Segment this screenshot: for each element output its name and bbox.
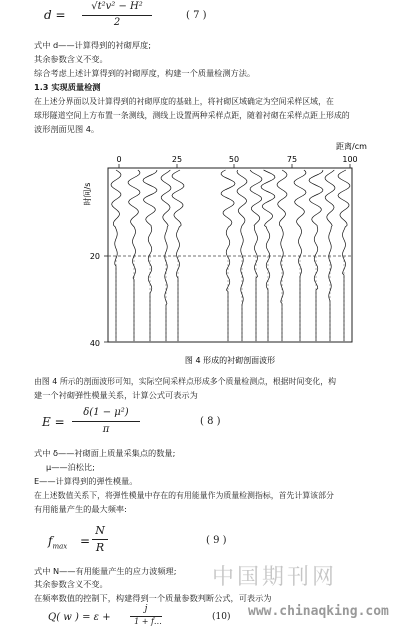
- waveform-trace: [277, 170, 287, 341]
- figure-4-waveform: [0, 136, 408, 368]
- eq8-variable-e: E——计算得到的弹性模量。: [34, 476, 138, 486]
- waveform-trace: [309, 170, 323, 341]
- eq7-number: ( 7 ): [186, 10, 207, 21]
- y-ticks: [104, 256, 108, 342]
- waveform-trace: [325, 170, 335, 341]
- x-ticks: [119, 164, 350, 168]
- paragraph-line: 有用能量产生的最大频率:: [34, 504, 127, 514]
- eq7-fraction-line: [82, 15, 152, 16]
- watermark-cn: 中国期刊网: [212, 565, 338, 590]
- waveform-trace: [111, 170, 121, 341]
- eq10-numerator: j: [144, 604, 148, 614]
- eq7-lhs: d =: [44, 8, 66, 22]
- eq9-lhs: $f_{max}$: [48, 534, 68, 551]
- paragraph-line: 球形隧道空间上方布置一条测线，测线上设置两种采样点距，随着衬砌在采样点距上形成的: [34, 111, 350, 120]
- eq10-denominator: 1 + f…: [134, 617, 162, 626]
- x-tick-label: 0: [116, 155, 122, 164]
- x-tick-label: 25: [171, 155, 183, 164]
- y-axis-label: 时间/s: [83, 182, 92, 206]
- eq7-denominator: 2: [113, 17, 121, 28]
- figure-caption: 图 4 形成的衬砌剖面波形: [184, 356, 276, 365]
- x-tick-label: 75: [286, 155, 298, 164]
- eq8-fraction-line: [72, 421, 140, 422]
- eq8-numerator: δ(1 − μ²): [83, 407, 129, 418]
- eq8-variable-delta: 式中 δ——衬砌面上质量采集点的数量;: [34, 448, 176, 458]
- waveform-traces: [111, 170, 350, 341]
- paragraph-line: 在上述分界面以及计算得到的衬砌厚度的基础上，将衬砌区域确定为空间采样区域，在: [34, 97, 334, 106]
- eq9-number: ( 9 ): [206, 535, 227, 546]
- waveform-trace: [143, 170, 157, 341]
- eq8-variable-mu: μ——泊松比;: [46, 462, 95, 472]
- waveform-trace: [294, 170, 306, 341]
- waveform-trace: [128, 170, 140, 341]
- waveform-trace: [221, 170, 235, 341]
- paragraph-line: 由图 4 所示的剖面波形可知，实际空间采样点形成多个质量检测点，根据时间变化，构: [34, 377, 336, 386]
- eq8-denominator: π: [102, 424, 110, 435]
- waveform-trace: [250, 170, 262, 341]
- eq9-variable-n: 式中 N——有用能量产生的应力波频理;: [34, 566, 177, 576]
- waveform-trace: [237, 170, 247, 341]
- eq10-lhs: Q( w ) = ε +: [48, 612, 111, 623]
- y-tick-label: 40: [89, 339, 100, 348]
- x-axis-label: 距离/cm: [336, 142, 367, 151]
- eq9-denominator: R: [95, 541, 105, 554]
- paragraph-line: 波形剖面见图 4。: [34, 124, 100, 134]
- section-heading: 1.3 实现质量检测: [34, 82, 101, 92]
- waveform-trace: [172, 170, 184, 341]
- watermark-url: www.chinaqking.com: [248, 604, 389, 619]
- paragraph-line: 在频率数值的控制下，构建得到一个质量参数判断公式，可表示为: [34, 593, 272, 603]
- eq10-number: (10): [212, 612, 231, 622]
- eq9-numerator: N: [95, 524, 105, 537]
- method-sentence: 综合考虑上述计算得到的衬砌厚度，构建一个质量检测方法。: [34, 68, 256, 78]
- eq9-other-params: 其余参数含义不变。: [34, 579, 108, 589]
- paragraph-line: 建一个衬砌弹性模量关系，计算公式可表示为: [34, 390, 198, 400]
- eq8-lhs: E =: [42, 415, 65, 429]
- eq9-fraction-line: [92, 539, 108, 540]
- waveform-trace: [261, 170, 275, 341]
- eq9-equals: =: [80, 534, 91, 548]
- waveform-trace: [161, 170, 171, 341]
- eq7-other-params: 其余参数含义不变。: [34, 54, 108, 64]
- eq8-number: ( 8 ): [200, 416, 221, 427]
- x-tick-label: 50: [228, 155, 240, 164]
- paragraph-line: 在上述数值关系下，将弹性模量中存在的有用能量作为质量检测指标，首先计算该部分: [34, 491, 334, 500]
- eq7-variable-d: 式中 d——计算得到的衬砌厚度;: [34, 40, 151, 50]
- waveform-trace: [338, 170, 350, 341]
- eq7-numerator: √t²v² − H²: [91, 1, 143, 12]
- x-tick-label: 100: [342, 155, 358, 164]
- y-tick-label: 20: [89, 252, 100, 261]
